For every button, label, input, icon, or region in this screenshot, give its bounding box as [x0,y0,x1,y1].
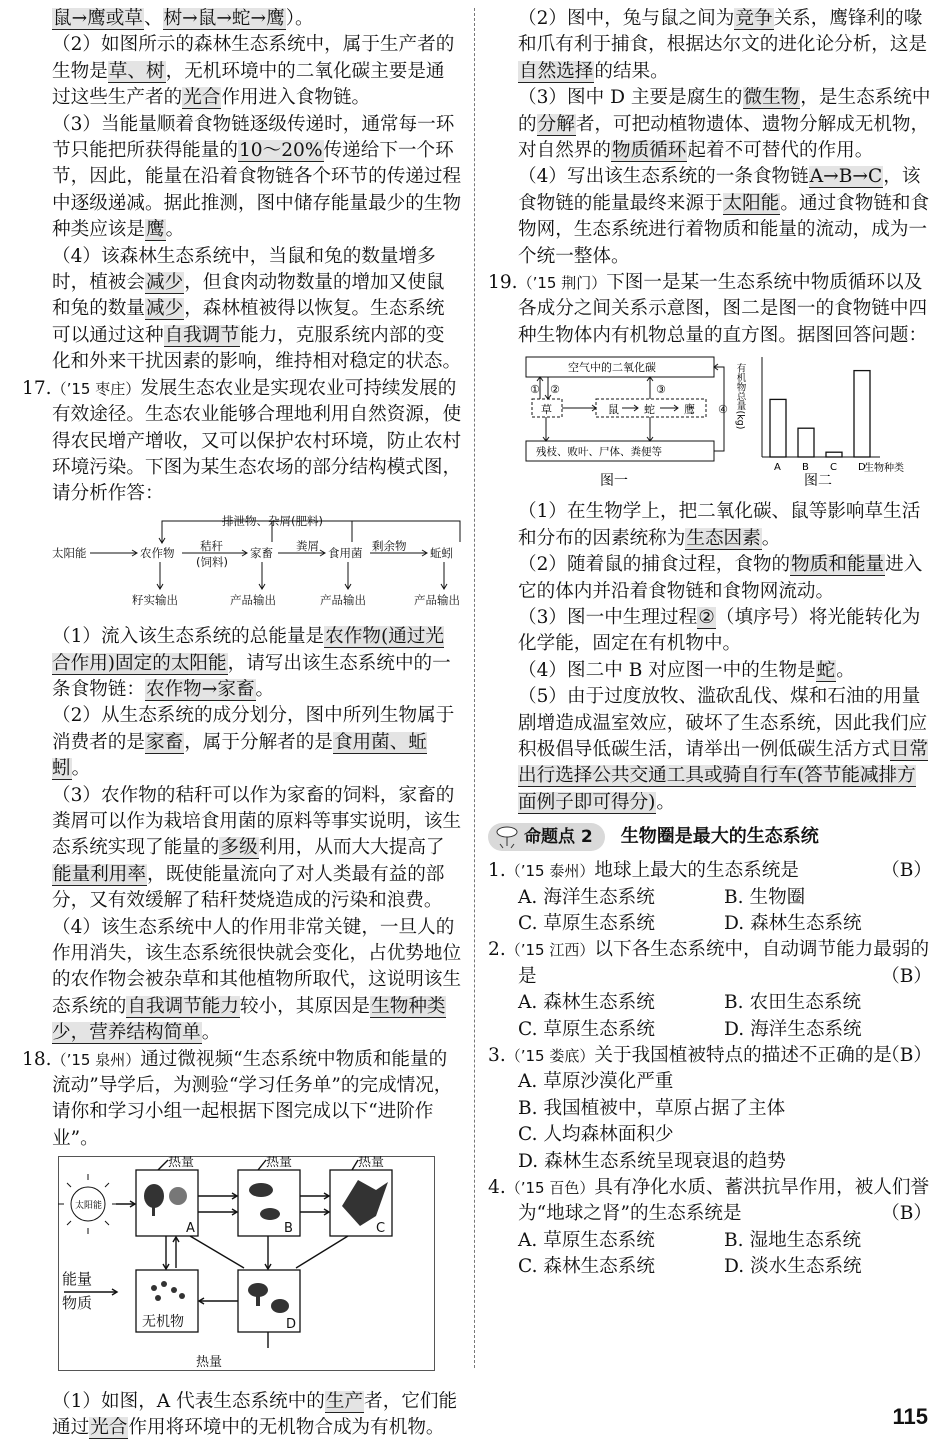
label-hawk: 鹰 [684,403,695,417]
mcq-option: C. 人均森林面积少 [518,1124,674,1146]
bar-A [770,400,786,458]
bar-C [826,452,842,457]
text: 。 [71,758,91,780]
text: （3）图中 D 主要是腐生的 [518,87,743,109]
text: （4）该森林生态系统中，当鼠和兔的数量增多时，植被会 [52,245,436,294]
mcq-item [488,937,932,1043]
answer: 竞争 [735,8,773,29]
mcq-option: D. 森林生态系统 [724,912,862,934]
text: 。 [761,527,781,549]
label-snake: 蛇 [644,403,655,417]
label-process-3: ③ [656,383,666,397]
question-number: 2. [488,939,506,961]
answer: 生产 [325,1390,364,1412]
column-divider [474,8,475,1368]
question-number: 3. [488,1045,506,1066]
text: 起着不可替代的作用。 [687,140,874,162]
answer: 鼠→鹰或草 [53,8,143,29]
text: 较小，其原因是 [239,995,371,1017]
text: 者，它们能通过 [52,1390,458,1439]
mcq-answer: （B） [881,1045,932,1066]
mcq-option: A. 森林生态系统 [518,992,655,1014]
text: ，无机环境中的二氧化碳主要是通过这些生产者的 [52,60,445,109]
answer: 食用菌、蚯蚓 [52,731,427,780]
mcq-options [488,990,932,1043]
sun-icon [58,1174,118,1234]
text: 作用进入食物链。 [221,87,371,109]
text: 。 [165,219,185,241]
question-source: （’15 泉州） [51,1050,141,1069]
mcq-option: B. 湿地生态系统 [724,1229,862,1251]
q18-part2 [488,6,932,85]
question-source: （’15 百色） [505,1179,595,1198]
text: ，请写出该生态系统中的一条食物链： [52,652,451,700]
text: 。 [656,791,676,813]
answer: 10～20% [238,140,323,162]
q16-part3 [22,112,462,244]
label-out3: 产品输出 [320,592,366,607]
label-remains: 残枝、败叶、尸体、粪便等 [536,446,662,459]
text: 。 [836,659,855,681]
label-heat: 热量 [358,1156,385,1171]
mcq-list [488,858,932,1281]
q19-part2 [488,552,932,605]
sun-label: 太阳能 [75,1201,103,1212]
text: 能力，克服系统内部的变化和外来干扰因素的影响，维持相对稳定的状态。 [52,324,462,373]
text: ，是生态系统中的 [518,87,931,135]
mcq-item [488,1043,932,1175]
answer: A→B→C [809,166,883,188]
text: （4）写出该生态系统的一条食物链 [518,166,809,188]
label-manure: 粪屑 [296,538,319,553]
mcq-option: A. 海洋生态系统 [518,886,655,908]
left-column [22,6,462,1441]
label-energy: 能量 [62,1270,93,1289]
q18-part3 [488,85,932,164]
label-worm: 蚯蚓 [430,545,453,560]
q19-figures-svg [524,353,934,493]
mcq-options [488,1228,932,1281]
q19-part3 [488,605,932,658]
label-sun: 太阳能 [52,545,87,560]
text: 。通过食物链和食物网，生态系统进行着物质和能量的流动，成为一个统一整体。 [518,192,930,267]
mcq-text: 关于我国植被特点的描述不正确的是 [594,1045,892,1066]
question-source: （’15 娄底） [505,1047,595,1065]
text: ，但食肉动物数量的增加又使鼠和兔的数量 [52,272,445,320]
x-tick-label: D [858,462,866,474]
text: （填序号）将光能转化为化学能，固定在有机物中。 [518,606,921,655]
mcq-option: D. 海洋生态系统 [724,1018,862,1040]
mcq-stem [488,937,932,990]
text: 的结果。 [594,60,669,82]
text: （1）流入该生态系统的总能量是 [52,626,325,648]
q19-part1 [488,499,932,552]
x-tick-label: C [830,462,837,474]
answer: 鹰 [145,219,165,241]
mcq-option: C. 草原生态系统 [518,1018,655,1040]
topic-header [488,820,932,854]
answer: 光合 [90,1417,128,1439]
chart-xlabel: 生物种类 [864,463,904,475]
eco-farm-svg [52,512,462,610]
mouse-icon [260,1208,280,1220]
figure-one [526,357,728,489]
text: 进入它的体内并沿着食物链和食物网流动。 [518,554,923,602]
figure-two-caption: 图二 [804,473,832,490]
label-crop: 农作物 [140,545,175,560]
question-number: 18. [22,1048,52,1070]
answer: 微生物 [743,87,800,109]
text: （3）农作物的秸秆可以作为家畜的饲料，家畜的粪屑可以作为栽培食用菌的原料等事实说明，该生态系统实现了能量的 [52,784,462,859]
label-straw: 秸秆 [200,538,223,553]
answer: 日常出行选择公共交通工具或骑自行车(答节能减排方面例子即可得分) [518,738,929,813]
text: （2）图中，兔与鼠之间为 [518,8,735,29]
question-source: （’15 荆门） [517,274,607,293]
label-feed: (饲料) [196,554,228,569]
answer: 农作物→家畜 [145,678,255,700]
flower-icon [169,1187,187,1205]
text: （1）如图，A 代表生态系统中的 [52,1390,325,1412]
question-source: （’15 泰州） [505,862,595,881]
answer: 能量利用率 [53,863,146,885]
mcq-option: B. 生物圈 [724,886,806,908]
text: 关系，鹰锋利的喙和爪有利于捕食，根据达尔文的进化论分析，这是 [518,8,928,56]
question-number: 19. [488,272,518,294]
bar-D [854,371,870,457]
mcq-text: 地球上最大的生态系统是 [594,860,799,882]
mcq-option: B. 农田生态系统 [724,992,862,1014]
text: （3）图一中生理过程 [518,606,698,628]
mcq-options [488,1069,932,1175]
question-number: 4. [488,1177,506,1199]
text: （4）该生态系统中人的作用非常关键，一旦人的作用消失，该生态系统很快就会变化，占优势地位的农作物会被杂草和其他植物所取代，这说明该生态系统的 [52,916,462,1017]
answer: 减少 [145,298,184,320]
q19-stem [488,270,932,349]
energy-flow-diagram [22,1156,462,1382]
q18-stem [22,1047,462,1153]
q18-part4 [488,164,932,270]
label-grass: 草 [541,403,552,417]
bar-B [798,428,814,457]
mcq-option: D. 森林生态系统呈现衰退的趋势 [518,1150,786,1172]
text: （1）在生物学上，把二氧化碳、鼠等影响草生活和分布的因素统称为 [518,501,921,549]
mcq-answer: （B） [881,965,932,987]
label-heat: 热量 [266,1156,293,1171]
mcq-item [488,858,932,937]
label-process-1: ① [530,383,540,397]
label-fungi: 食用菌 [328,545,363,560]
text: ，属于分解者的是 [184,731,333,753]
label-out1: 籽实输出 [132,592,178,607]
q17-part1 [22,624,462,703]
label-b: B [284,1221,293,1237]
answer: 分解 [537,113,575,135]
text: 通过微视频“生态系统中物质和能量的流动”导学后，为测验“学习任务单”的完成情况，请你和学习小组一起根据下图完成以下“进阶作业”。 [52,1048,453,1149]
answer: 多级 [220,837,258,859]
mcq-stem [488,1043,932,1069]
chart-ylabel: 有机物总量(kg) [734,363,746,430]
answer: 太阳能 [723,192,780,214]
answer: 生物种类少，营养结构简单 [52,995,446,1044]
label-process-2: ② [550,383,560,397]
label-matter: 物质 [62,1294,93,1313]
topic-badge [488,823,605,851]
mcq-item [488,1175,932,1281]
figure-one-caption: 图一 [600,473,628,490]
question-number: 1. [488,860,506,882]
q19-figures [488,353,932,493]
text: 。 [201,1022,221,1044]
label-top: 排泄物、杂屑(肥料) [222,513,323,528]
answer: 农作物(通过光合作用)固定的太阳能 [52,626,444,674]
text: 发展生态农业是实现农业可持续发展的有效途径。生态农业能够合理地利用自然资源，使得农民增产增收，又可以保护农村环境，防止农村环境污染。下图为某生态农场的部分结构模式图，请分析作答： [52,377,462,505]
answer: 物质和能量 [791,554,885,576]
x-tick-label: B [802,462,809,474]
text: 传递给下一个环节，因此，能量在沿着食物链各个环节的传递过程中逐级递减。据此推测，图中储存能量最少的生物种类应该是 [52,140,462,241]
q17-part2 [22,703,462,782]
x-tick-label: A [774,462,781,474]
text: （2）如图所示的森林生态系统中，属于生产者的生物是 [52,34,455,82]
label-a: A [186,1221,195,1237]
mcq-option: D. 淡水生态系统 [724,1256,862,1278]
mcq-text: 以下各生态系统中，自动调节能力最弱的是 [518,939,930,987]
label-heat: 热量 [168,1156,195,1171]
q16-part4 [22,244,462,376]
question-source: （’15 江西） [505,941,595,960]
label-inorganic: 无机物 [142,1314,184,1331]
page-number: 115 [892,1404,928,1429]
q16-part2 [22,32,462,111]
mcq-stem [488,1175,932,1228]
right-column [488,6,932,1281]
answer: 蛇 [816,659,836,681]
answer: 草、树 [108,60,165,82]
text: （2）从生态系统的成分划分，图中所列生物属于消费者的是 [52,705,455,753]
text: ）。 [285,8,314,29]
text: （3）当能量顺着食物链逐级传递时，通常每一环节只能把所获得能量的 [52,113,455,162]
mcq-option: C. 森林生态系统 [518,1256,655,1278]
mcq-answer: （B） [881,1203,932,1225]
mcq-option: A. 草原生态系统 [518,1229,655,1251]
rabbit-icon [249,1183,273,1197]
label-out4: 产品输出 [414,592,460,607]
text: 者，可把动植物遗体、遗物分解成无机物，对自然界的 [518,113,930,162]
label-out2: 产品输出 [230,592,276,607]
label-mouse: 鼠 [608,403,619,417]
q19-part5 [488,684,932,816]
text: 下图一是某一生态系统中物质循环以及各成分之间关系示意图，图二是图一的食物链中四种生物体内有机物总量的直方图。据图回答问题： [518,272,928,346]
q19-part4 [488,658,932,684]
label-residue: 剩余物 [372,538,407,553]
mcq-answer: （B） [881,860,932,882]
label-c: C [376,1221,386,1237]
text: （5）由于过度放牧、滥砍乱伐、煤和石油的用量剧增造成温室效应，破坏了生态系统，因此我们应积极倡导低碳生活，请举出一例低碳生活方式 [518,686,928,760]
question-number: 17. [22,377,52,399]
lightbulb-icon [494,824,520,850]
answer: 自我调节能力 [127,995,239,1017]
q16-continuation: 鼠→鹰或草、树→鼠→蛇→鹰）。 [53,8,314,29]
mcq-option: C. 草原生态系统 [518,912,655,934]
label-process-4: ④ [718,403,728,417]
answer: 物质循环 [611,140,687,162]
text: （2）随着鼠的捕食过程，食物的 [518,554,791,576]
text: 。 [255,678,275,700]
text: ，该食物链的能量最终来源于 [518,166,921,214]
label-heat: 热量 [196,1355,223,1371]
answer: 自然选择 [519,60,594,82]
eco-farm-diagram [22,512,462,618]
label-air-co2: 空气中的二氧化碳 [568,361,656,375]
answer: 光合 [183,87,221,109]
answer: 生态因素 [686,527,761,549]
label-d: D [286,1317,297,1333]
question-source: （’15 枣庄） [51,379,141,398]
answer: 家畜 [145,731,184,753]
answer: 树→鼠→蛇→鹰 [163,8,285,29]
text: （4）图二中 B 对应图一中的生物是 [518,659,816,681]
q17-part3 [22,783,462,915]
mcq-stem [488,858,932,884]
text: 利用，从而大大提高了 [258,837,445,859]
mcq-option: A. 草原沙漠化严重 [518,1071,674,1093]
answer: 自我调节 [164,324,239,346]
text: ，森林植被得以恢复。生态系统可以通过这种 [52,298,445,346]
answer: 减少 [145,272,184,294]
mcq-options [488,885,932,938]
label-livestock: 家畜 [250,545,273,560]
text: ，既使能量流向了对人类最有益的部分，又有效缓解了秸秆焚烧造成的污染和浪费。 [52,863,445,912]
answer: ② [698,606,715,628]
q18-part1 [22,1389,462,1442]
energy-flow-svg [58,1156,438,1374]
mcq-option: B. 我国植被中，草原占据了主体 [518,1097,786,1119]
q17-stem [22,376,462,508]
mcq-text: 具有净化水质、蓄洪抗旱作用，被人们誉为“地球之肾”的生态系统是 [518,1177,930,1225]
figure-two-chart [735,357,905,489]
topic-badge-label: 命题点 2 [524,827,593,848]
text: 作用将环境中的无机物合成为有机物。 [128,1417,445,1439]
topic-title: 生物圈是最大的生态系统 [620,825,819,847]
q17-part4 [22,915,462,1047]
